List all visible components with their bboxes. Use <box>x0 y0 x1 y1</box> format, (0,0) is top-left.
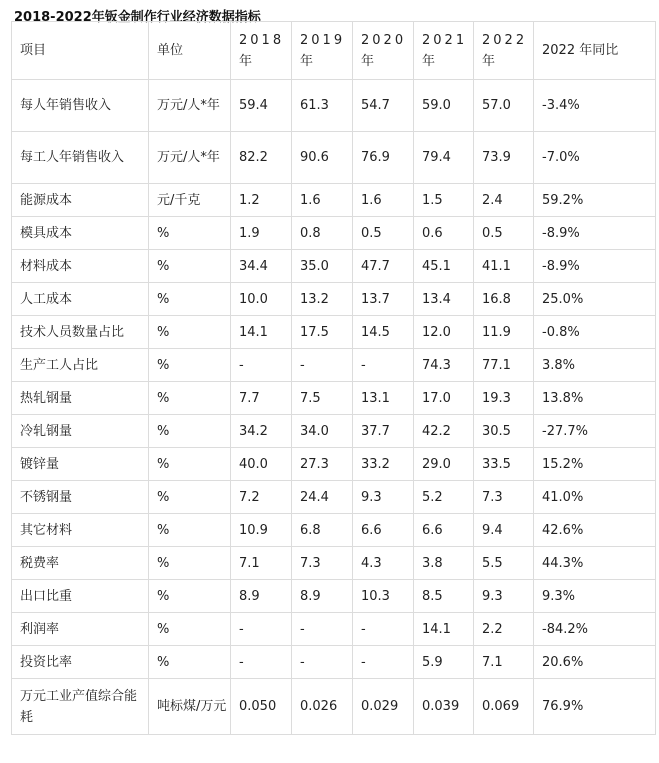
header-row <box>12 22 656 80</box>
row-value-2022: 33.5 <box>474 448 534 481</box>
row-value-2022: 0.5 <box>474 217 534 250</box>
row-unit: % <box>149 283 231 316</box>
row-value-2018: 82.2 <box>231 132 292 184</box>
row-yoy: -8.9% <box>534 217 656 250</box>
row-value-2021: 5.2 <box>414 481 474 514</box>
table-row <box>12 415 656 448</box>
row-value-2021: 12.0 <box>414 316 474 349</box>
row-value-2018: 34.4 <box>231 250 292 283</box>
row-value-2019: 27.3 <box>292 448 353 481</box>
table-title: 2018-2022年钣金制作行业经济数据指标 <box>14 10 261 25</box>
header-year-suffix: 年 <box>300 53 314 69</box>
header-year-value: 2019 <box>300 32 346 48</box>
header-year-value: 2020 <box>361 32 407 48</box>
row-value-2021: 59.0 <box>414 80 474 132</box>
row-item-label: 能源成本 <box>12 184 149 217</box>
row-value-2021: 1.5 <box>414 184 474 217</box>
row-yoy: -0.8% <box>534 316 656 349</box>
row-unit: % <box>149 514 231 547</box>
row-item-label: 冷轧钢量 <box>12 415 149 448</box>
row-value-2021: 3.8 <box>414 547 474 580</box>
table-row <box>12 80 656 132</box>
row-value-2019: - <box>292 613 353 646</box>
row-yoy: 13.8% <box>534 382 656 415</box>
row-value-2021: 5.9 <box>414 646 474 679</box>
header-year-value: 2022 <box>482 32 528 48</box>
row-value-2019: 17.5 <box>292 316 353 349</box>
row-item-label: 材料成本 <box>12 250 149 283</box>
row-item-label: 万元工业产值综合能耗 <box>12 679 149 735</box>
table-row <box>12 514 656 547</box>
header-year-suffix: 年 <box>239 53 253 69</box>
row-value-2018: 59.4 <box>231 80 292 132</box>
row-value-2020: 14.5 <box>353 316 414 349</box>
row-value-2020: - <box>353 646 414 679</box>
table-row <box>12 316 656 349</box>
row-unit: % <box>149 613 231 646</box>
row-value-2020: 6.6 <box>353 514 414 547</box>
row-value-2022: 57.0 <box>474 80 534 132</box>
row-item-label: 每工人年销售收入 <box>12 132 149 184</box>
table-row <box>12 217 656 250</box>
table-row <box>12 481 656 514</box>
row-item-label: 技术人员数量占比 <box>12 316 149 349</box>
row-value-2019: 1.6 <box>292 184 353 217</box>
row-value-2018: - <box>231 613 292 646</box>
header-year-2022 <box>474 22 534 80</box>
header-year-suffix: 年 <box>482 53 496 69</box>
row-value-2020: 0.029 <box>353 679 414 735</box>
row-unit: % <box>149 481 231 514</box>
economic-indicators-table <box>11 21 656 735</box>
row-value-2018: 1.2 <box>231 184 292 217</box>
row-value-2018: 7.1 <box>231 547 292 580</box>
table-row <box>12 646 656 679</box>
row-value-2018: 8.9 <box>231 580 292 613</box>
row-value-2020: 54.7 <box>353 80 414 132</box>
row-unit: % <box>149 415 231 448</box>
row-unit: % <box>149 547 231 580</box>
row-unit: % <box>149 217 231 250</box>
row-yoy: -84.2% <box>534 613 656 646</box>
row-yoy: 3.8% <box>534 349 656 382</box>
row-value-2020: 0.5 <box>353 217 414 250</box>
header-year-value: 2018 <box>239 32 285 48</box>
row-item-label: 模具成本 <box>12 217 149 250</box>
row-yoy: 20.6% <box>534 646 656 679</box>
row-item-label: 镀锌量 <box>12 448 149 481</box>
row-value-2018: - <box>231 349 292 382</box>
row-value-2022: 2.4 <box>474 184 534 217</box>
row-value-2021: 8.5 <box>414 580 474 613</box>
row-value-2020: 13.1 <box>353 382 414 415</box>
row-value-2021: 0.039 <box>414 679 474 735</box>
header-item: 项目 <box>12 22 149 80</box>
row-value-2018: 7.2 <box>231 481 292 514</box>
row-value-2022: 16.8 <box>474 283 534 316</box>
row-value-2019: 35.0 <box>292 250 353 283</box>
header-unit: 单位 <box>149 22 231 80</box>
row-value-2022: 9.3 <box>474 580 534 613</box>
row-yoy: 25.0% <box>534 283 656 316</box>
row-value-2019: 0.026 <box>292 679 353 735</box>
row-unit: % <box>149 382 231 415</box>
row-yoy: -3.4% <box>534 80 656 132</box>
row-yoy: 42.6% <box>534 514 656 547</box>
row-value-2022: 7.3 <box>474 481 534 514</box>
row-value-2021: 14.1 <box>414 613 474 646</box>
header-year-suffix: 年 <box>361 53 375 69</box>
row-value-2018: 7.7 <box>231 382 292 415</box>
row-value-2019: 61.3 <box>292 80 353 132</box>
row-value-2018: 34.2 <box>231 415 292 448</box>
table-row <box>12 250 656 283</box>
table-row <box>12 547 656 580</box>
table-row <box>12 679 656 735</box>
header-year-value: 2021 <box>422 32 468 48</box>
row-value-2019: 13.2 <box>292 283 353 316</box>
row-item-label: 投资比率 <box>12 646 149 679</box>
row-value-2022: 77.1 <box>474 349 534 382</box>
row-yoy: -27.7% <box>534 415 656 448</box>
row-value-2022: 5.5 <box>474 547 534 580</box>
row-unit: 万元/人*年 <box>149 80 231 132</box>
row-value-2022: 11.9 <box>474 316 534 349</box>
row-value-2020: 76.9 <box>353 132 414 184</box>
row-value-2018: 1.9 <box>231 217 292 250</box>
row-value-2019: 34.0 <box>292 415 353 448</box>
row-value-2020: 37.7 <box>353 415 414 448</box>
row-yoy: 44.3% <box>534 547 656 580</box>
row-unit: 元/千克 <box>149 184 231 217</box>
row-value-2018: - <box>231 646 292 679</box>
row-value-2022: 2.2 <box>474 613 534 646</box>
row-value-2019: - <box>292 349 353 382</box>
table-row <box>12 132 656 184</box>
row-value-2020: 13.7 <box>353 283 414 316</box>
row-unit: % <box>149 646 231 679</box>
table-row <box>12 448 656 481</box>
row-value-2018: 0.050 <box>231 679 292 735</box>
row-value-2018: 10.0 <box>231 283 292 316</box>
row-value-2020: 10.3 <box>353 580 414 613</box>
header-year-2021 <box>414 22 474 80</box>
header-year-2020 <box>353 22 414 80</box>
row-value-2020: - <box>353 349 414 382</box>
row-value-2022: 0.069 <box>474 679 534 735</box>
row-value-2022: 7.1 <box>474 646 534 679</box>
row-value-2018: 40.0 <box>231 448 292 481</box>
row-value-2019: 6.8 <box>292 514 353 547</box>
table-row <box>12 613 656 646</box>
row-unit: 万元/人*年 <box>149 132 231 184</box>
row-yoy: 41.0% <box>534 481 656 514</box>
header-yoy: 2022 年同比 <box>534 22 656 80</box>
row-value-2021: 79.4 <box>414 132 474 184</box>
row-value-2019: 7.5 <box>292 382 353 415</box>
row-yoy: 59.2% <box>534 184 656 217</box>
row-value-2021: 6.6 <box>414 514 474 547</box>
row-value-2020: 1.6 <box>353 184 414 217</box>
row-value-2022: 41.1 <box>474 250 534 283</box>
row-item-label: 热轧钢量 <box>12 382 149 415</box>
row-value-2021: 13.4 <box>414 283 474 316</box>
row-yoy: 9.3% <box>534 580 656 613</box>
row-value-2019: - <box>292 646 353 679</box>
row-value-2020: 47.7 <box>353 250 414 283</box>
row-unit: % <box>149 580 231 613</box>
table-row <box>12 382 656 415</box>
row-item-label: 税费率 <box>12 547 149 580</box>
row-value-2022: 30.5 <box>474 415 534 448</box>
row-item-label: 其它材料 <box>12 514 149 547</box>
row-item-label: 不锈钢量 <box>12 481 149 514</box>
row-value-2019: 90.6 <box>292 132 353 184</box>
row-value-2022: 73.9 <box>474 132 534 184</box>
row-value-2022: 9.4 <box>474 514 534 547</box>
row-value-2021: 45.1 <box>414 250 474 283</box>
row-value-2020: 4.3 <box>353 547 414 580</box>
row-value-2021: 74.3 <box>414 349 474 382</box>
table-row <box>12 349 656 382</box>
row-yoy: -8.9% <box>534 250 656 283</box>
table-row <box>12 580 656 613</box>
row-value-2021: 0.6 <box>414 217 474 250</box>
row-item-label: 人工成本 <box>12 283 149 316</box>
row-value-2019: 7.3 <box>292 547 353 580</box>
row-item-label: 利润率 <box>12 613 149 646</box>
row-value-2021: 17.0 <box>414 382 474 415</box>
row-yoy: -7.0% <box>534 132 656 184</box>
row-value-2022: 19.3 <box>474 382 534 415</box>
row-item-label: 每人年销售收入 <box>12 80 149 132</box>
row-value-2019: 0.8 <box>292 217 353 250</box>
table-body <box>12 22 656 735</box>
row-value-2018: 10.9 <box>231 514 292 547</box>
row-unit: % <box>149 250 231 283</box>
row-yoy: 76.9% <box>534 679 656 735</box>
table-row <box>12 283 656 316</box>
row-unit: % <box>149 316 231 349</box>
row-item-label: 生产工人占比 <box>12 349 149 382</box>
row-value-2021: 29.0 <box>414 448 474 481</box>
row-item-label: 出口比重 <box>12 580 149 613</box>
header-year-suffix: 年 <box>422 53 436 69</box>
row-yoy: 15.2% <box>534 448 656 481</box>
row-value-2020: 33.2 <box>353 448 414 481</box>
row-value-2019: 8.9 <box>292 580 353 613</box>
row-value-2021: 42.2 <box>414 415 474 448</box>
row-unit: 吨标煤/万元 <box>149 679 231 735</box>
header-year-2018 <box>231 22 292 80</box>
row-value-2020: 9.3 <box>353 481 414 514</box>
row-value-2018: 14.1 <box>231 316 292 349</box>
header-year-2019 <box>292 22 353 80</box>
row-value-2019: 24.4 <box>292 481 353 514</box>
row-value-2020: - <box>353 613 414 646</box>
row-unit: % <box>149 448 231 481</box>
table-row <box>12 184 656 217</box>
row-unit: % <box>149 349 231 382</box>
